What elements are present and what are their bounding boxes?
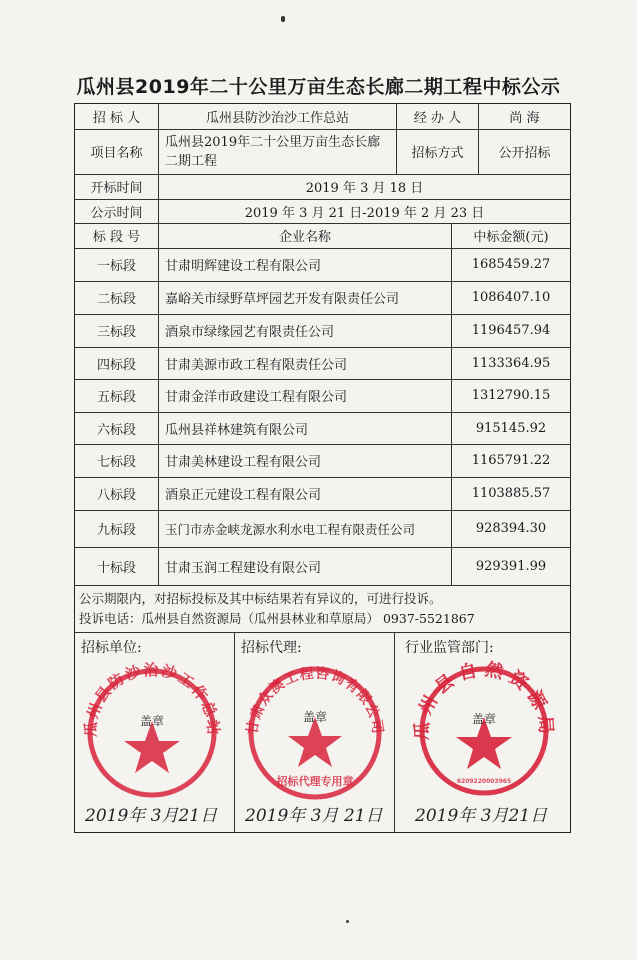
table-header-row	[75, 223, 570, 249]
amount-cell: 1196457.94	[471, 323, 551, 338]
table-row	[75, 477, 570, 511]
amount-cell: 1133364.95	[471, 355, 551, 371]
tender-agent-seal-sub: 招标代理专用章	[276, 775, 354, 788]
tender-agent-seal-text: 甘肃众澳工程咨询有限公司	[244, 665, 386, 736]
regulator-seal-code: 6209220003965	[456, 778, 512, 785]
company-cell: 酒泉市绿缘园艺有限责任公司	[159, 314, 452, 347]
method-value: 公开招标	[498, 146, 551, 161]
tender-unit-date: 2019年 3月21日	[85, 806, 218, 826]
amount-cell: 928394.30	[475, 521, 547, 536]
header-row-open-time	[75, 174, 570, 200]
column-header-company: 企业名称	[159, 223, 452, 248]
amount-cell: 915145.92	[475, 420, 547, 436]
table-row	[75, 510, 570, 548]
method-label: 招标方式	[397, 129, 479, 174]
section-cell: 七标段	[75, 444, 159, 477]
tenderer-value: 瓜州县防沙治沙工作总站	[159, 104, 397, 129]
handler-label: 经 办 人	[397, 104, 479, 129]
table-row	[75, 248, 570, 282]
header-row-project	[75, 129, 570, 175]
amount-cell: 929391.99	[475, 558, 547, 574]
company-cell: 酒泉正元建设工程有限公司	[159, 477, 452, 510]
project-label: 项目名称	[75, 129, 159, 174]
notes-line-1: 公示期限内，对招标投标及其中标结果若有异议的，可进行投诉。	[79, 591, 442, 606]
open-time-label: 开标时间	[75, 174, 159, 199]
header-row-tenderer	[75, 104, 570, 130]
regulator-label: 行业监管部门:	[405, 640, 494, 656]
table-row	[75, 314, 570, 348]
section-cell: 十标段	[75, 547, 159, 585]
regulator-seal-center: 盖章	[471, 712, 497, 726]
tender-unit-seal-text: 瓜州县防沙治沙工作总站	[81, 661, 223, 738]
company-cell: 甘肃明辉建设工程有限公司	[159, 248, 452, 281]
publicity-label: 公示时间	[75, 199, 159, 223]
handler-value: 尚 海	[509, 111, 540, 126]
table-row	[75, 281, 570, 315]
company-cell: 甘肃玉润工程建设有限公司	[159, 547, 452, 585]
section-cell: 一标段	[75, 248, 159, 281]
header-row-publicity	[75, 199, 570, 224]
amount-cell: 1086407.10	[471, 290, 551, 305]
company-cell: 瓜州县祥林建筑有限公司	[159, 412, 452, 444]
amount-cell: 1312790.15	[471, 388, 551, 403]
section-cell: 八标段	[75, 477, 159, 510]
regulator-seal-stamp	[409, 659, 559, 799]
section-cell: 四标段	[75, 347, 159, 379]
company-cell: 甘肃美林建设工程有限公司	[159, 444, 452, 477]
table-row	[75, 444, 570, 478]
tender-agent-date: 2019年 3月 21日	[245, 806, 383, 826]
page-title: 瓜州县2019年二十公里万亩生态长廊二期工程中标公示	[76, 76, 561, 98]
signature-regulator	[395, 633, 570, 832]
company-cell: 玉门市赤金峡龙源水利水电工程有限责任公司	[159, 510, 452, 547]
notes-line-2: 投诉电话：瓜州县自然资源局（瓜州县林业和草原局） 0937-5521867	[79, 611, 475, 626]
tender-unit-label: 招标单位:	[81, 640, 142, 656]
signature-tender-unit	[75, 633, 235, 832]
section-cell: 六标段	[75, 412, 159, 444]
tender-unit-seal-stamp	[77, 661, 227, 801]
bid-table	[74, 103, 571, 833]
company-cell: 甘肃金洋市政建设工程有限公司	[159, 379, 452, 412]
column-header-section: 标 段 号	[75, 223, 159, 248]
regulator-date: 2019年 3月21日	[415, 806, 548, 826]
table-row	[75, 347, 570, 380]
amount-cell: 1685459.27	[471, 257, 551, 272]
publicity-value: 2019 年 3 月 21 日-2019 年 2 月 23 日	[244, 205, 485, 221]
amount-cell: 1103885.57	[471, 486, 551, 501]
tender-agent-seal-stamp	[239, 661, 391, 801]
signature-tender-agent	[235, 633, 395, 832]
tender-unit-seal-center: 盖章	[139, 714, 165, 728]
open-time-value: 2019 年 3 月 18 日	[305, 181, 424, 196]
tender-agent-seal-center: 盖章	[302, 710, 328, 724]
complaint-notes	[75, 585, 570, 633]
section-cell: 五标段	[75, 379, 159, 412]
section-cell: 三标段	[75, 314, 159, 347]
scan-speck	[281, 16, 285, 22]
column-header-amount: 中标金额(元)	[473, 230, 549, 245]
signature-area	[75, 633, 570, 832]
table-row	[75, 412, 570, 445]
company-cell: 嘉峪关市绿野草坪园艺开发有限责任公司	[159, 281, 452, 314]
regulator-seal-text: 瓜州县自然资源局	[411, 659, 557, 741]
tenderer-label: 招 标 人	[75, 104, 159, 129]
section-cell: 九标段	[75, 510, 159, 547]
company-cell: 甘肃美源市政工程有限责任公司	[159, 347, 452, 379]
amount-cell: 1165791.22	[471, 453, 551, 468]
section-cell: 二标段	[75, 281, 159, 314]
table-row	[75, 547, 570, 586]
project-value: 瓜州县2019年二十公里万亩生态长廊二期工程	[159, 129, 397, 174]
table-row	[75, 379, 570, 413]
tender-agent-label: 招标代理:	[241, 640, 302, 656]
scan-speck	[346, 920, 349, 923]
